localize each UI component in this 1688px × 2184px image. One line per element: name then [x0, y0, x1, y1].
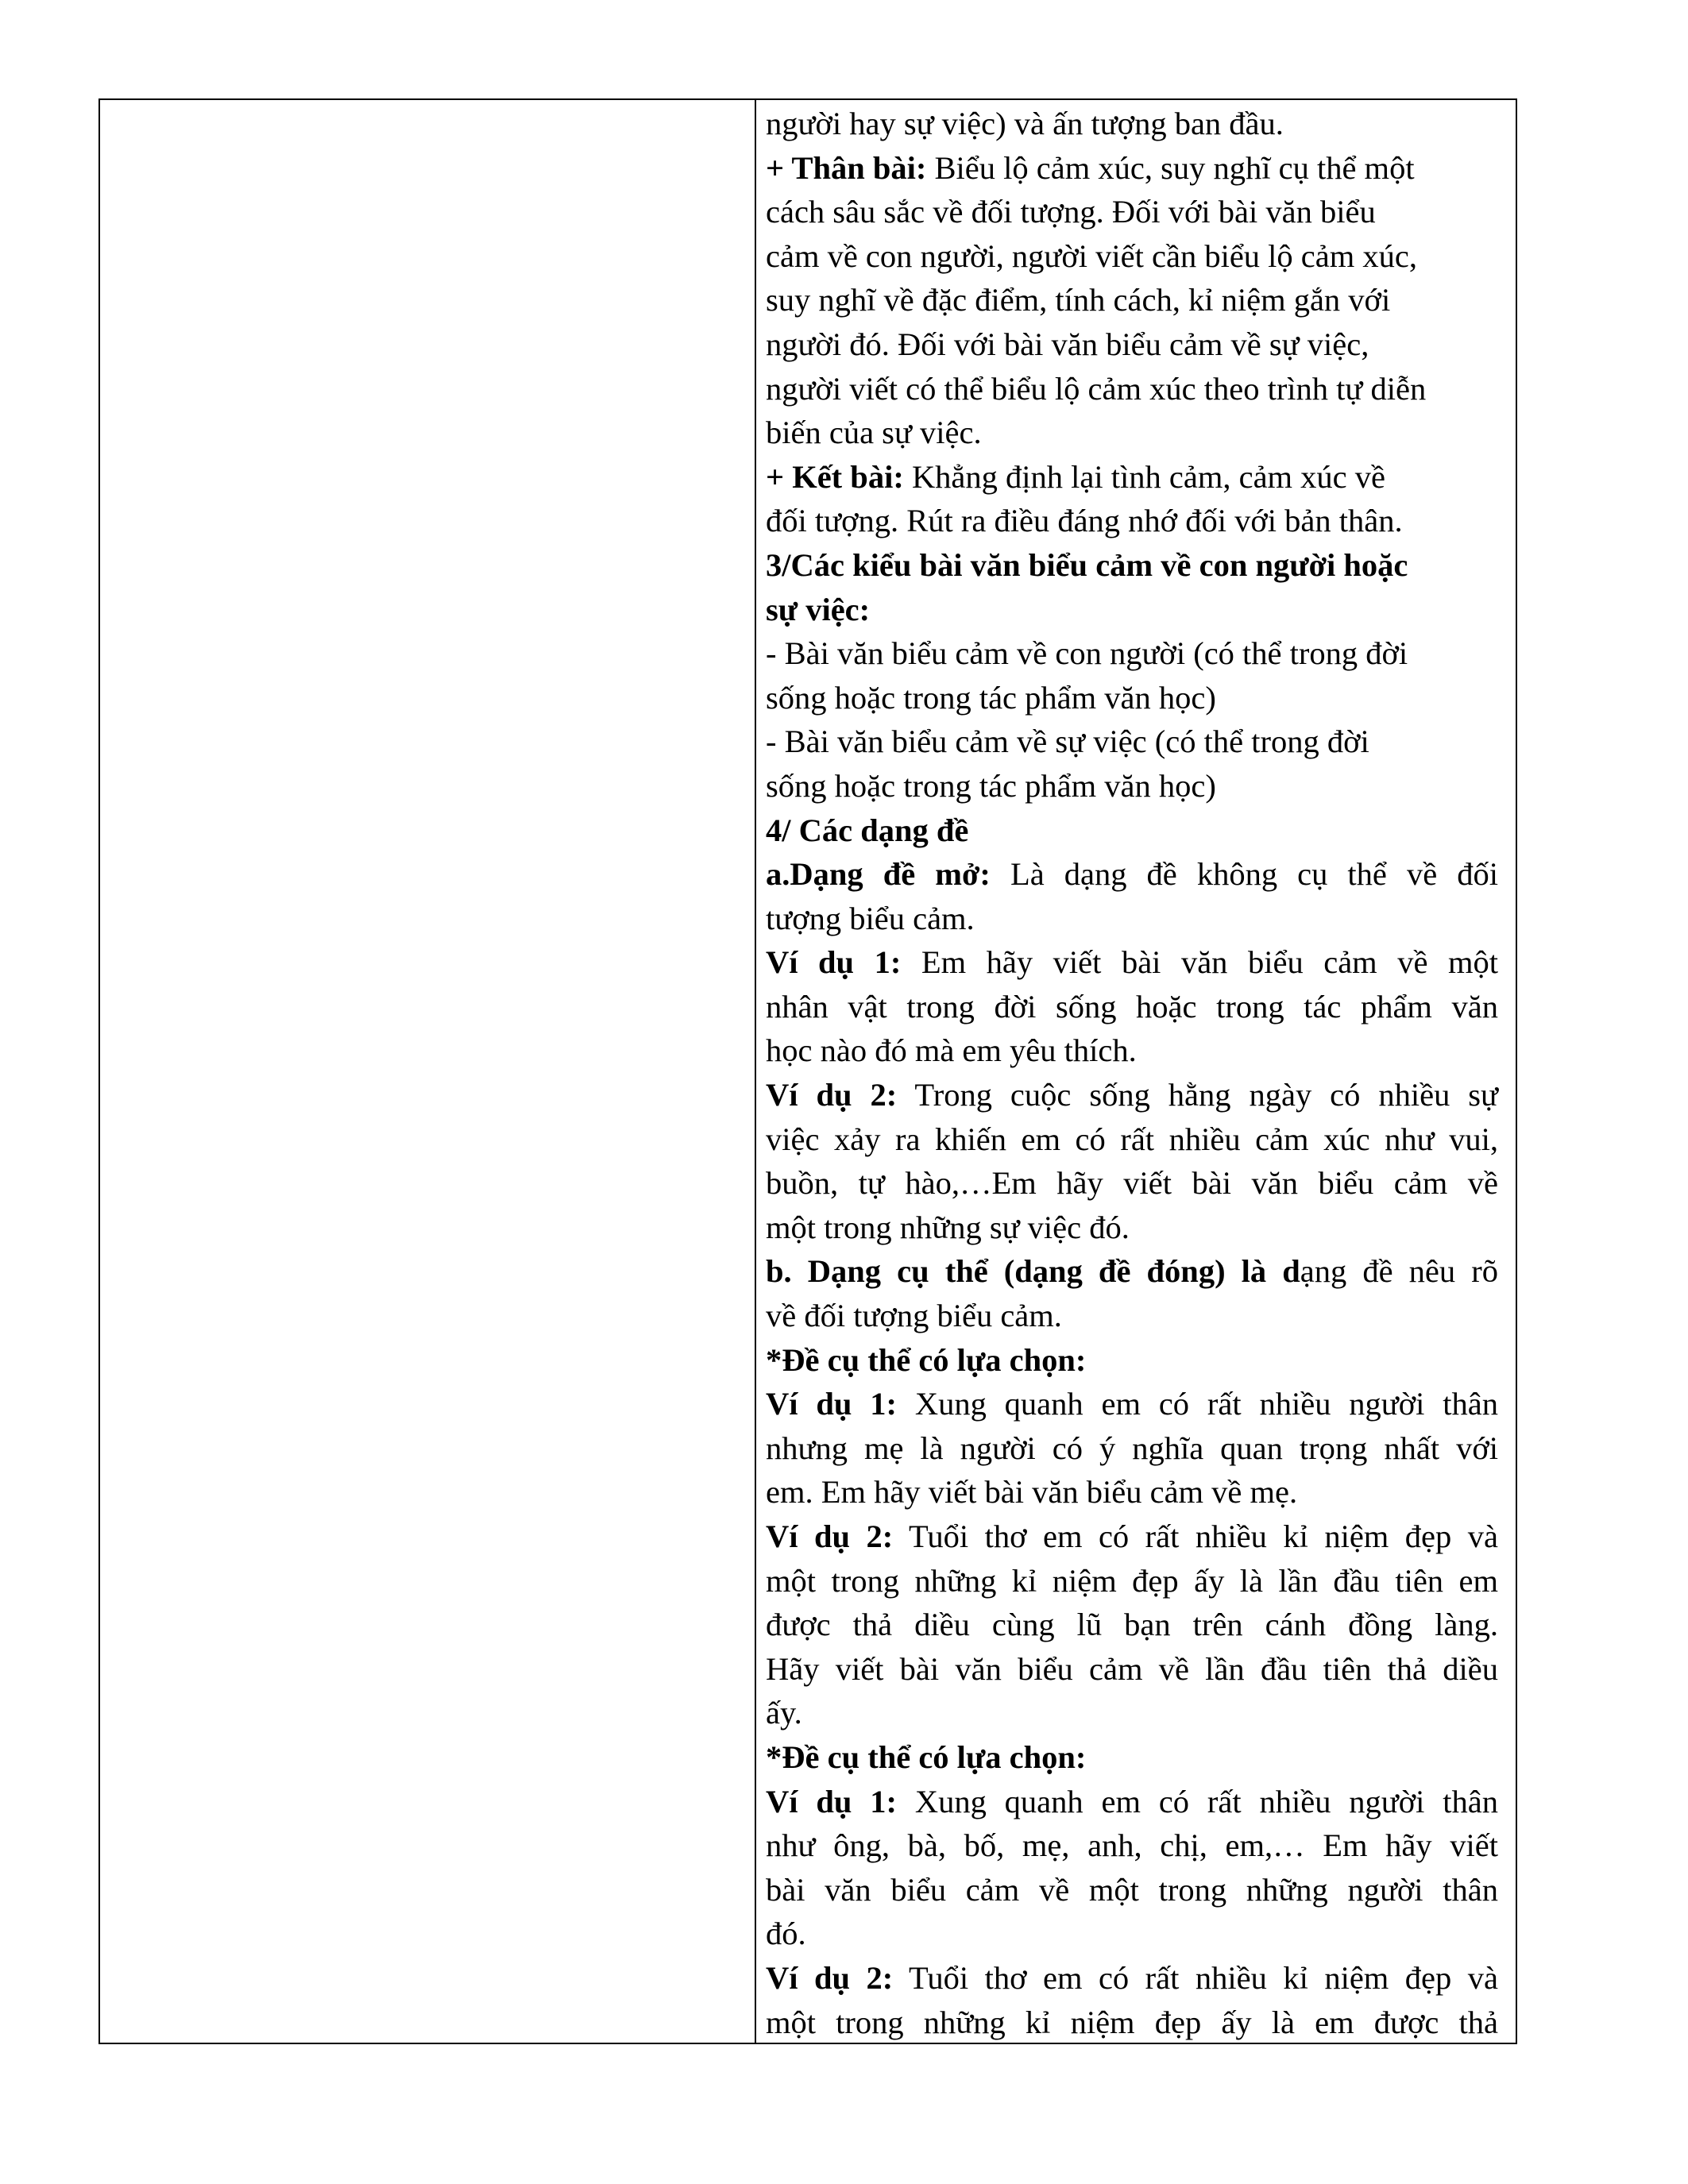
text-line: nhân vật trong đời sống hoặc trong tác phẩm văn: [766, 988, 1498, 1024]
text-line: Ví dụ 1: Xung quanh em có rất nhiều người thân: [766, 1386, 1498, 1422]
text-line: sống hoặc trong tác phẩm văn học): [766, 679, 1216, 716]
text-line: suy nghĩ về đặc điểm, tính cách, kỉ niệm gắn với: [766, 282, 1391, 318]
text-line: người viết có thể biểu lộ cảm xúc theo trình tự diễn: [766, 370, 1427, 407]
document-table: [98, 98, 1517, 2044]
text-line: người hay sự việc) và ấn tượng ban đầu.: [766, 106, 1284, 141]
bold-label: *Đề cụ thể có lựa chọn:: [766, 1341, 1087, 1378]
text-line: đó.: [766, 1916, 806, 1952]
bold-label: 3/Các kiểu bài văn biểu cảm về con người hoặc: [766, 546, 1408, 583]
bold-label: 4/ Các dạng đề: [766, 812, 969, 848]
text-line: tượng biểu cảm.: [766, 900, 975, 936]
bold-label: *Đề cụ thể có lựa chọn:: [766, 1738, 1087, 1775]
text-line: đối tượng. Rút ra điều đáng nhớ đối với bản thân.: [766, 503, 1403, 539]
bold-label: sự việc:: [766, 591, 871, 627]
text-line: [766, 808, 1498, 853]
text-line: bài văn biểu cảm về một trong những người thân: [766, 1871, 1498, 1908]
text-line: Hãy viết bài văn biểu cảm về lần đầu tiên thả diều: [766, 1650, 1498, 1687]
bold-label: Ví dụ 1:: [766, 944, 902, 981]
bold-label: b. Dạng cụ thể (dạng đề đóng) là d: [766, 1253, 1300, 1290]
text-line: về đối tượng biểu cảm.: [766, 1298, 1062, 1334]
bold-label: + Kết bài:: [766, 458, 904, 495]
text-line: [766, 1338, 1498, 1383]
text-line: một trong những kỉ niệm đẹp ấy là em được thả: [766, 2004, 1498, 2040]
text-line: một trong những sự việc đó.: [766, 1209, 1130, 1245]
text-line: được thả diều cùng lũ bạn trên cánh đồng làng.: [766, 1607, 1498, 1643]
column-divider: [755, 100, 756, 2043]
text-line: buồn, tự hào,…Em hãy viết bài văn biểu cảm về: [766, 1165, 1498, 1202]
text-line: b. Dạng cụ thể (dạng đề đóng) là dạng đề nêu rõ: [766, 1253, 1498, 1290]
bold-label: Ví dụ 1:: [766, 1386, 897, 1422]
text-line: sống hoặc trong tác phẩm văn học): [766, 767, 1216, 804]
right-cell: [766, 102, 1498, 2044]
text-line: Ví dụ 1: Xung quanh em có rất nhiều người thân: [766, 1783, 1498, 1819]
text-line: + Thân bài: Biểu lộ cảm xúc, suy nghĩ cụ thể một: [766, 149, 1415, 186]
text-line: học nào đó mà em yêu thích.: [766, 1032, 1137, 1069]
text-line: biến của sự việc.: [766, 415, 982, 451]
text-line: [766, 588, 1498, 632]
text-line: a.Dạng đề mở: Là dạng đề không cụ thể về đối: [766, 856, 1498, 893]
text-line: [766, 1735, 1498, 1780]
bold-label: Ví dụ 2:: [766, 1077, 898, 1113]
text-line: việc xảy ra khiến em có rất nhiều cảm xúc như vui,: [766, 1121, 1498, 1157]
text-line: người đó. Đối với bài văn biểu cảm về sự việc,: [766, 326, 1369, 362]
text-line: + Kết bài: Khẳng định lại tình cảm, cảm xúc về: [766, 458, 1386, 495]
text-line: như ông, bà, bố, mẹ, anh, chị, em,… Em hãy viết: [766, 1827, 1498, 1864]
text-line: em. Em hãy viết bài văn biểu cảm về mẹ.: [766, 1474, 1298, 1511]
text-line: cảm về con người, người viết cần biểu lộ cảm xúc,: [766, 237, 1417, 274]
text-line: Ví dụ 2: Tuổi thơ em có rất nhiều kỉ niệm đẹp và: [766, 1959, 1498, 1996]
text-line: cách sâu sắc về đối tượng. Đối với bài văn biểu: [766, 194, 1376, 230]
text-line: Ví dụ 1: Em hãy viết bài văn biểu cảm về một: [766, 944, 1498, 981]
text-line: nhưng mẹ là người có ý nghĩa quan trọng nhất với: [766, 1430, 1498, 1466]
text-line: một trong những kỉ niệm đẹp ấy là lần đầu tiên em: [766, 1562, 1498, 1599]
bold-label: + Thân bài:: [766, 149, 927, 186]
text-line: - Bài văn biểu cảm về con người (có thể trong đời: [766, 635, 1408, 672]
text-line: - Bài văn biểu cảm về sự việc (có thể trong đời: [766, 723, 1369, 760]
bold-label: Ví dụ 2:: [766, 1959, 894, 1996]
text-line: Ví dụ 2: Trong cuộc sống hằng ngày có nhiều sự: [766, 1077, 1498, 1113]
bold-label: Ví dụ 2:: [766, 1518, 894, 1554]
bold-label: Ví dụ 1:: [766, 1783, 897, 1819]
text-line: Ví dụ 2: Tuổi thơ em có rất nhiều kỉ niệm đẹp và: [766, 1518, 1498, 1554]
bold-label: a.Dạng đề mở:: [766, 856, 991, 893]
text-line: [766, 543, 1498, 588]
text-line: ấy.: [766, 1695, 802, 1731]
